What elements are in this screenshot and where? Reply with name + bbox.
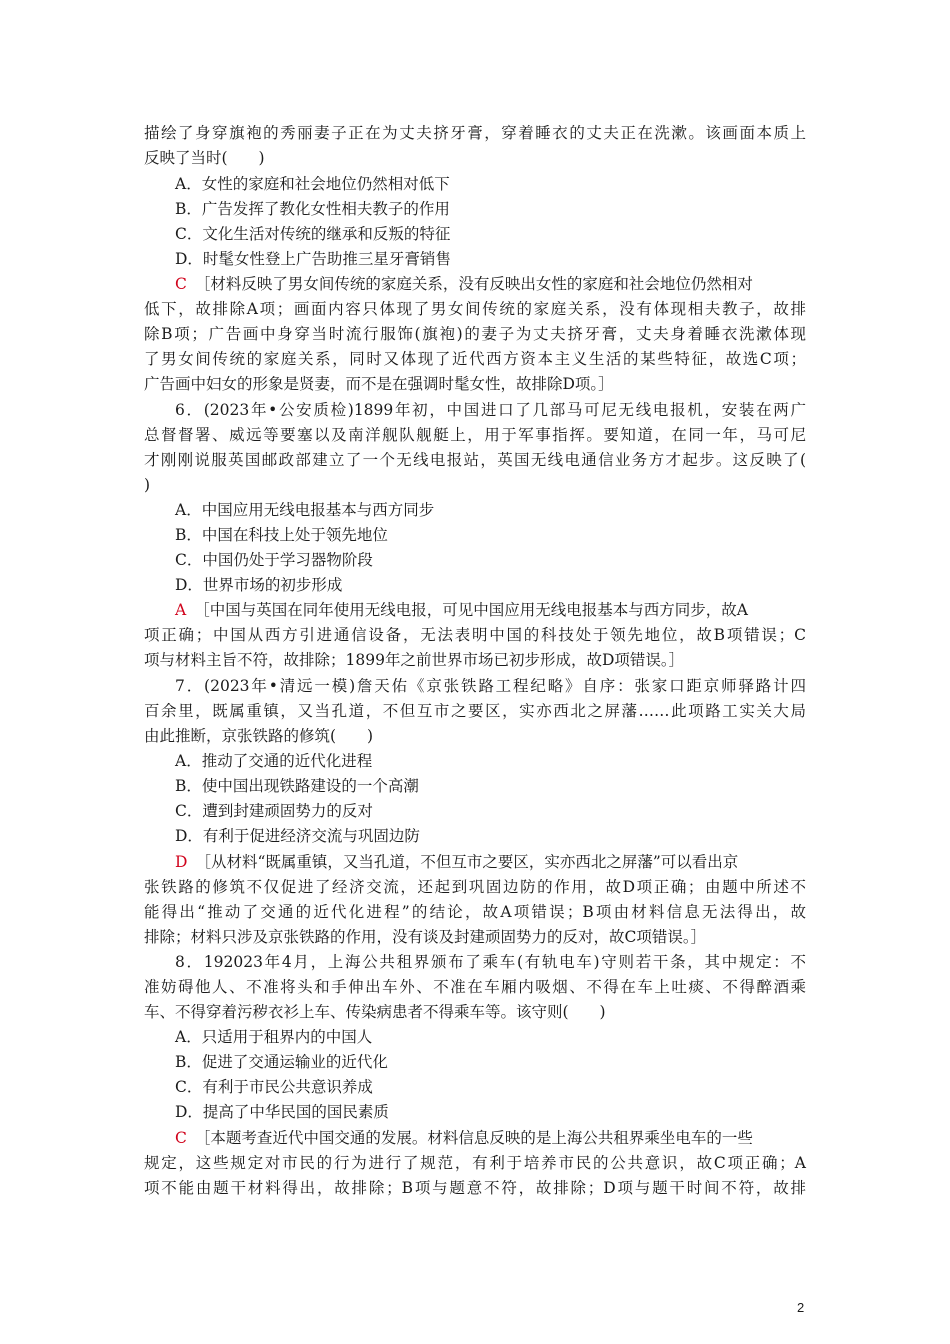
q7-explanation-text: ［从材料“既属重镇，又当孔道，不但互市之要区，实亦西北之屏藩”可以看出京 xyxy=(195,853,739,871)
q8-option-a: A．只适用于租界内的中国人 xyxy=(175,1028,373,1046)
q7-explanation-line: 排除；材料只涉及京张铁路的作用，没有谈及封建顽固势力的反对，故C项错误。］ xyxy=(144,928,707,946)
q8-explanation-line: 规定，这些规定对市民的行为进行了规范，有利于培养市民的公共意识，故C项正确；A xyxy=(144,1154,806,1172)
q6-stem-line: 才刚刚说服英国邮政部建立了一个无线电报站，英国无线电通信业务方才起步。这反映了( xyxy=(144,451,806,469)
q7-option-b: B．使中国出现铁路建设的一个高潮 xyxy=(175,777,419,795)
q6-answer-letter: A xyxy=(175,601,187,619)
q8-explanation-text: ［本题考查近代中国交通的发展。材料信息反映的是上海公共租界乘坐电车的一些 xyxy=(194,1129,753,1147)
q6-option-c: C．中国仍处于学习器物阶段 xyxy=(175,551,373,569)
q6-explanation-text: ［中国与英国在同年使用无线电报，可见中国应用无线电报基本与西方同步，故A xyxy=(194,601,748,619)
q6-option-b: B．中国在科技上处于领先地位 xyxy=(175,526,388,544)
q7-stem-line: 由此推断，京张铁路的修筑( ) xyxy=(144,727,374,745)
q8-explanation-line xyxy=(175,1128,806,1148)
q6-stem-line: 6．(2023年•公安质检)1899年初，中国进口了几部马可尼无线电报机，安装在两广 xyxy=(175,401,806,419)
q7-option-c: C．遭到封建顽固势力的反对 xyxy=(175,802,373,820)
q8-stem-line: 车、不得穿着污秽衣衫上车、传染病患者不得乘车等。该守则( ) xyxy=(144,1003,606,1021)
q6-option-a: A．中国应用无线电报基本与西方同步 xyxy=(175,501,435,519)
q5-stem-line: 描绘了身穿旗袍的秀丽妻子正在为丈夫挤牙膏，穿着睡衣的丈夫正在洗漱。该画面本质上 xyxy=(144,124,806,142)
q8-option-b: B．促进了交通运输业的近代化 xyxy=(175,1053,388,1071)
q7-option-d: D．有利于促进经济交流与巩固边防 xyxy=(175,827,420,845)
q5-option-c: C．文化生活对传统的继承和反叛的特征 xyxy=(175,225,451,243)
q6-option-d: D．世界市场的初步形成 xyxy=(175,576,343,594)
q8-answer-letter: C xyxy=(175,1129,187,1147)
q5-explanation-line: 除B项；广告画中身穿当时流行服饰(旗袍)的妻子为丈夫挤牙膏，丈夫身着睡衣洗漱体现 xyxy=(144,325,806,343)
q5-option-d: D．时髦女性登上广告助推三星牙膏销售 xyxy=(175,250,451,268)
q6-explanation-line: 项正确；中国从西方引进通信设备，无法表明中国的科技处于领先地位，故B项错误；C xyxy=(144,626,806,644)
q5-explanation-text: ［材料反映了男女间传统的家庭关系，没有反映出女性的家庭和社会地位仍然相对 xyxy=(194,275,753,293)
q7-option-a: A．推动了交通的近代化进程 xyxy=(175,752,373,770)
q6-stem-line: 总督督署、威远等要塞以及南洋舰队舰艇上，用于军事指挥。要知道，在同一年，马可尼 xyxy=(144,426,806,444)
page-number: 2 xyxy=(797,1300,805,1315)
q7-explanation-line: 张铁路的修筑不仅促进了经济交流，还起到巩固边防的作用，故D项正确；由题中所述不 xyxy=(144,878,806,896)
q8-option-d: D．提高了中华民国的国民素质 xyxy=(175,1103,389,1121)
q7-explanation-line: 能得出“推动了交通的近代化进程”的结论，故A项错误；B项由材料信息无法得出，故 xyxy=(144,903,806,921)
q7-explanation-line xyxy=(175,852,806,872)
q5-answer-letter: C xyxy=(175,275,187,293)
q7-stem-line: 7．(2023年•清远一模)詹天佑《京张铁路工程纪略》自序：张家口距京师驿路计四 xyxy=(175,677,806,695)
q5-explanation-line xyxy=(175,274,806,294)
q8-explanation-line: 项不能由题干材料得出，故排除；B项与题意不符，故排除；D项与题干时间不符，故排 xyxy=(144,1179,806,1197)
q8-stem-line: 准妨碍他人、不准将头和手伸出车外、不准在车厢内吸烟、不得在车上吐痰、不得醉酒乘 xyxy=(144,978,806,996)
q6-explanation-line xyxy=(175,600,806,620)
q7-stem-line: 百余里，既属重镇，又当孔道，不但互市之要区，实亦西北之屏藩……此项路工实关大局 xyxy=(144,702,806,720)
q6-explanation-line: 项与材料主旨不符，故排除；1899年之前世界市场已初步形成，故D项错误。］ xyxy=(144,651,685,669)
q7-answer-letter: D xyxy=(175,853,188,871)
q5-option-a: A．女性的家庭和社会地位仍然相对低下 xyxy=(175,175,450,193)
q6-stem-line: ) xyxy=(144,476,151,494)
q8-stem-line: 8．192023年4月，上海公共租界颁布了乘车(有轨电车)守则若干条，其中规定：不 xyxy=(175,953,806,971)
q8-option-c: C．有利于市民公共意识养成 xyxy=(175,1078,373,1096)
q5-explanation-line: 了男女间传统的家庭关系，同时又体现了近代西方资本主义生活的某些特征，故选C项； xyxy=(144,350,806,368)
q5-explanation-line: 低下，故排除A项；画面内容只体现了男女间传统的家庭关系，没有体现相夫教子，故排 xyxy=(144,300,806,318)
q5-stem-line: 反映了当时( ) xyxy=(144,149,265,167)
q5-explanation-line: 广告画中妇女的形象是贤妻，而不是在强调时髦女性，故排除D项。］ xyxy=(144,375,614,393)
q5-option-b: B．广告发挥了教化女性相夫教子的作用 xyxy=(175,200,450,218)
